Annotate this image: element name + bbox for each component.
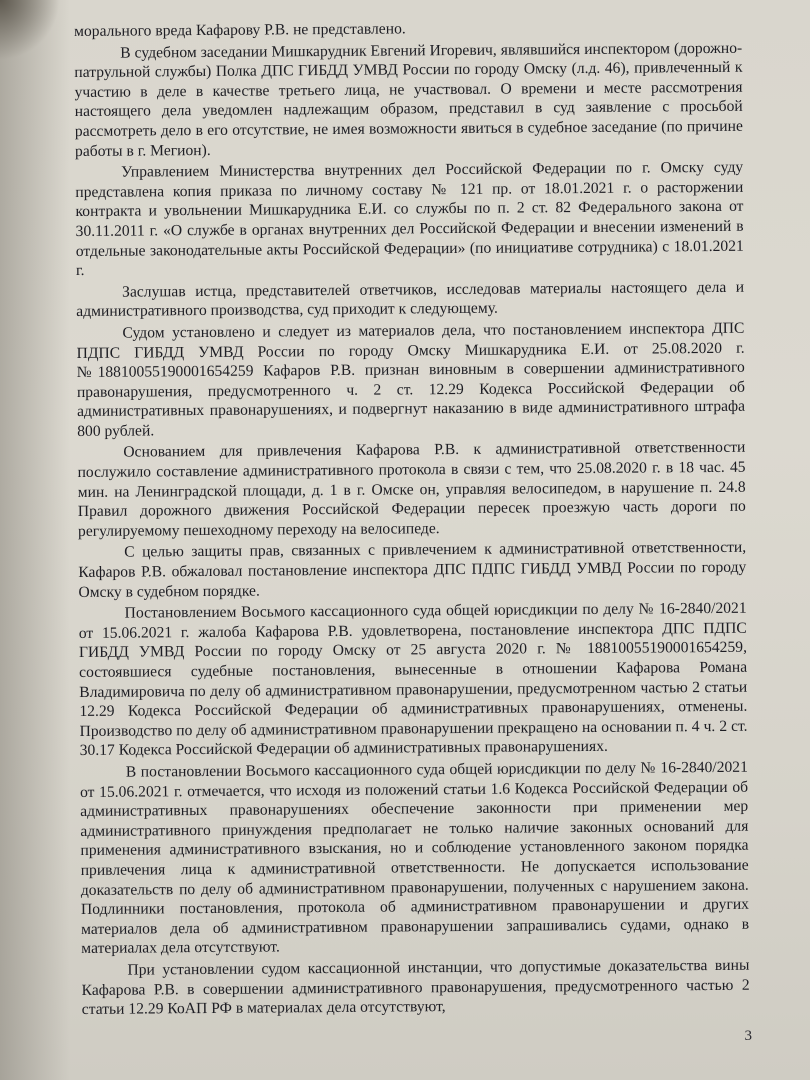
document-body <box>74 17 750 1022</box>
paragraph: Заслушав истца, представителей ответчиков, исследовав материалы настоящего дела и административного производства, суд приходит к следующему. <box>76 278 745 321</box>
paragraph: В судебном заседании Мишкарудник Евгений Игоревич, являвшийся инспектором (дорожно-патрульной службы) Полка ДПС ГИБДД УМВД России по городу Омску (л.д. 46), привлеченный к участию в деле в качестве третьего лица, не участвовал. О времени и месте рассмотрения настоящего дела уведомлен надлежащим образом, представил в суд заявление с просьбой рассмотреть дело в его отсутствие, не имея возможности явиться в судебное заседание (по причине работы в г. Мегион). <box>74 39 743 160</box>
paragraph: С целью защиты прав, связанных с привлечением к административной ответственности, Кафаров Р.В. обжаловал постановление инспектора ДПС ПДПС ГИБДД УМВД России по городу Омску в судебном порядке. <box>78 539 747 601</box>
paragraph: При установлении судом кассационной инстанции, что допустимые доказательства вины Кафарова Р.В. в совершении административного правонарушения, предусмотренного частью 2 статьи 12.29 КоАП РФ в материалах дела отсутствуют, <box>81 956 750 1019</box>
page-shadow <box>0 0 70 1080</box>
paragraph: Судом установлено и следует из материалов дела, что постановлением инспектора ДПС ПДПС ГИБДД УМВД России по городу Омску Мишкарудника Е.И. от 25.08.2020 г. №18810055190001654259 Кафаров Р.В. признан виновным в совершении административного правонарушения, предусмотренного ч. 2 ст. 12.29 Кодекса Российской Федерации об административных правонарушениях, и подвергнут наказанию в виде административного штрафа 800 рублей. <box>76 319 746 440</box>
paragraph: Управлением Министерства внутренних дел Российской Федерации по г. Омску суду представлена копия приказа по личному составу № 121 пр. от 18.01.2021 г. о расторжении контракта и увольнении Мишкарудника Е.И. со службы по п. 2 ст. 82 Федерального закона от 30.11.2011 г. «О службе в органах внутренних дел Российской Федерации и внесении изменений в отдельные законодательные акты Российской Федерации» (по инициативе сотрудника) с 18.01.2021 г. <box>75 158 744 280</box>
paragraph: Основанием для привлечения Кафарова Р.В. к административной ответственности послужило составление административного протокола в связи с тем, что 25.08.2020 г. в 18 час. 45 мин. на Ленинградской площади, д. 1 в г. Омске он, управляя велосипедом, в нарушение п. 24.8 Правил дорожного движения Российской Федерации пересек проезжую часть дороги по регулируемому пешеходному переходу на велосипеде. <box>77 439 746 540</box>
page-corner-shadow <box>0 0 60 60</box>
paragraph: Постановлением Восьмого кассационного суда общей юрисдикции по делу № 16-2840/2021 от 15.06.2021 г. жалоба Кафарова Р.В. удовлетворена, постановление инспектора ДПС ПДПС ГИБДД УМВД России по городу Омску от 25 августа 2020 г. № 18810055190001654259, состоявшиеся судебные постановления, вынесенные в отношении Кафарова Романа Владимировича по делу об административном правонарушении, предусмотренном частью 2 статьи 12.29 Кодекса Российской Федерации об административных правонарушениях, отменены. Производство по делу об административном правонарушении прекращено на основании п. 4 ч. 2 ст. 30.17 Кодекса Российской Федерации об административных правонарушениях. <box>78 599 748 760</box>
page-number: 3 <box>744 1028 752 1044</box>
paragraph: морального вреда Кафарову Р.В. не представлено. <box>74 20 406 40</box>
paragraph: В постановлении Восьмого кассационного суда общей юрисдикции по делу № 16-2840/2021 от 15.06.2021 г. отмечается, что исходя из положений статьи 1.6 Кодекса Российской Федерации об административных правонарушениях обеспечение законности при применении мер административного принуждения предполагает не только наличие законных оснований для применения административного взыскания, но и соблюдение установленного законом порядка привлечения лица к административной ответственности. Не допускается использование доказательств по делу об административном правонарушении, полученных с нарушением закона. Подлинники постановления, протокола об административном правонарушении и других материалов дела об административном правонарушении запрашивались судами, однако в материалах дела отсутствуют. <box>79 758 750 958</box>
